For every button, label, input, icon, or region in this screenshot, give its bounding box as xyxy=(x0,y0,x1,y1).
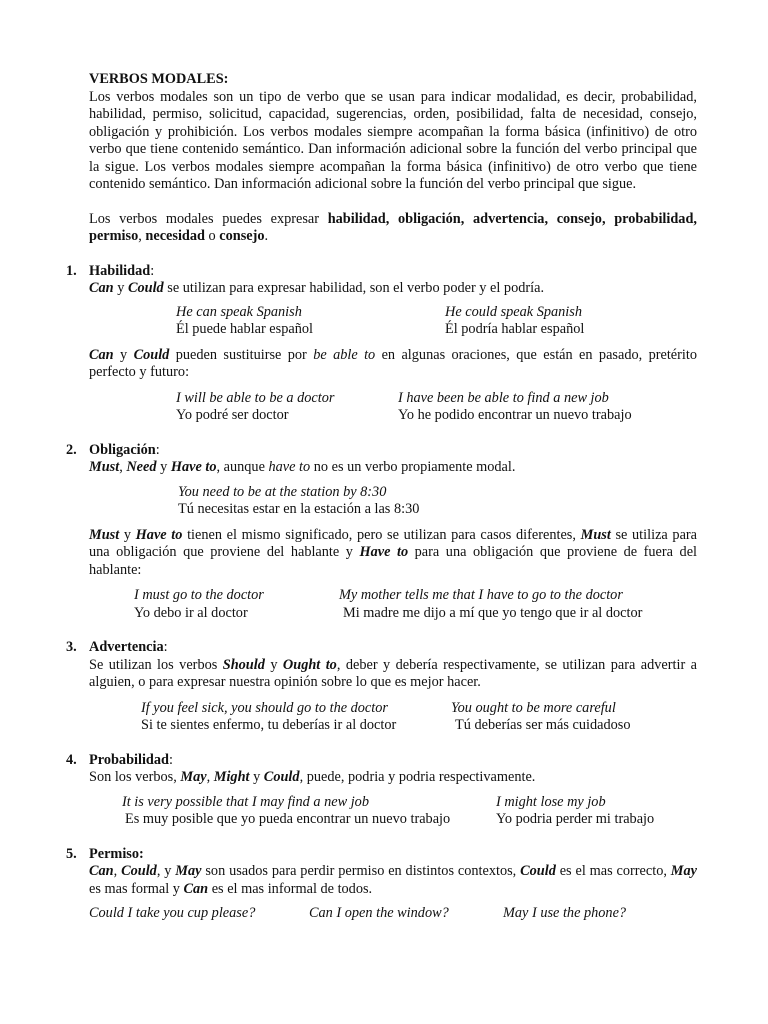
section-number: 3. xyxy=(66,639,77,655)
example-left xyxy=(134,587,339,622)
text: y xyxy=(113,280,128,296)
example-english: My mother tells me that I have to go to the doctor xyxy=(339,587,623,603)
heading-text: Habilidad xyxy=(89,262,151,279)
modal-verb: Could xyxy=(133,346,170,363)
modal-verb: Could xyxy=(127,280,164,296)
example-english: He could speak Spanish xyxy=(445,303,582,320)
document-title: VERBOS MODALES: xyxy=(89,71,229,87)
example-english: Could I take you cup please? xyxy=(89,905,256,921)
section-obligacion xyxy=(66,441,698,623)
example-pair xyxy=(89,390,697,425)
example-right xyxy=(445,304,584,339)
section-habilidad xyxy=(66,262,698,425)
example-english: I might lose my job xyxy=(496,793,606,810)
example-left xyxy=(178,484,419,519)
modal-verb: Have to xyxy=(170,459,217,475)
heading-colon: : xyxy=(163,639,168,655)
heading-text: Probabilidad xyxy=(89,751,169,768)
example-english: It is very possible that I may find a new job xyxy=(122,793,369,810)
modal-verb: May xyxy=(180,769,207,785)
section-heading: Permiso: xyxy=(89,845,144,862)
summary-text: , xyxy=(138,228,146,244)
modal-verb: Might xyxy=(213,769,250,785)
heading-colon: : xyxy=(150,262,155,279)
section-number: 4. xyxy=(66,751,77,768)
heading-colon: : xyxy=(155,441,160,458)
heading-text: Advertencia xyxy=(89,639,164,655)
modal-verb: Should xyxy=(222,656,265,673)
text: y xyxy=(264,656,283,673)
section-number: 2. xyxy=(66,441,77,458)
example-pair xyxy=(89,587,697,622)
example-spanish: Es muy posible que yo pueda encontrar un nuevo trabajo xyxy=(125,811,451,827)
text: , xyxy=(113,863,122,879)
text: y xyxy=(249,769,264,785)
text: y xyxy=(113,346,134,363)
example-left xyxy=(141,700,451,735)
section-text xyxy=(89,347,697,382)
document-page xyxy=(66,71,698,923)
heading-text: Obligación xyxy=(89,441,156,458)
modal-verb: Have to xyxy=(359,544,409,560)
summary-bold: habilidad, obligación, advertencia, consejo, probabilidad, permiso xyxy=(89,210,697,244)
example-right xyxy=(496,794,654,829)
section-text xyxy=(89,459,697,477)
text: se utilizan para expresar habilidad, son el verbo poder y el podría. xyxy=(163,280,545,296)
section-heading xyxy=(89,639,697,657)
example-english: May I use the phone? xyxy=(503,905,627,921)
text: , puede, podria y podria respectivamente. xyxy=(299,769,536,785)
section-heading xyxy=(89,752,697,770)
section-text xyxy=(89,280,697,298)
text: , y xyxy=(156,863,176,879)
text: , aunque xyxy=(216,459,269,475)
example-spanish: Él podría hablar español xyxy=(445,321,585,337)
modal-verb: Could xyxy=(520,863,556,879)
modal-verb: Can xyxy=(89,863,114,879)
example-single xyxy=(89,484,697,519)
modal-verb: Can xyxy=(89,346,114,363)
example-left xyxy=(176,304,445,339)
modal-verb: Must xyxy=(580,526,611,543)
example-spanish: Yo podré ser doctor xyxy=(176,407,289,423)
example-spanish: Yo debo ir al doctor xyxy=(134,604,248,621)
modal-verb: Could xyxy=(121,863,157,879)
summary-paragraph xyxy=(89,211,697,246)
text: , deber y debería respectivamente, se utilizan para advertir a alguien, o para expresar nuestra opinión sobre lo que es mejor hacer. xyxy=(89,656,698,690)
text: es el mas correcto, xyxy=(555,863,671,879)
summary-bold: consejo xyxy=(219,228,265,244)
text: pueden sustituirse por xyxy=(169,346,314,363)
text: Se utilizan los verbos xyxy=(89,656,223,673)
italic-phrase: be able to xyxy=(313,346,376,363)
text: , xyxy=(119,459,127,475)
summary-bold: necesidad xyxy=(145,228,205,244)
example-row xyxy=(89,905,697,923)
modal-verb: Must xyxy=(89,526,120,543)
example-right xyxy=(451,700,630,735)
example-english: I have been be able to find a new job xyxy=(398,389,609,406)
modal-verb: Can xyxy=(183,880,209,897)
example-right xyxy=(339,587,642,622)
example-spanish: Yo he podido encontrar un nuevo trabajo xyxy=(398,407,632,423)
modal-verb: Have to xyxy=(135,526,183,543)
example-english: He can speak Spanish xyxy=(176,303,302,320)
example-pair xyxy=(89,794,697,829)
modal-verb: Ought to xyxy=(282,656,337,673)
section-text xyxy=(89,769,697,787)
example-spanish: Si te sientes enfermo, tu deberías ir al doctor xyxy=(141,717,397,733)
example-left xyxy=(122,794,496,829)
section-heading xyxy=(89,442,697,460)
example-english: I will be able to be a doctor xyxy=(176,389,335,406)
text: se utiliza para una obligación que proviene del hablante y xyxy=(89,526,698,560)
modal-verb: May xyxy=(670,863,698,879)
section-advertencia xyxy=(66,639,698,735)
example-left xyxy=(176,390,398,425)
summary-text: o xyxy=(204,228,220,244)
section-text xyxy=(89,527,697,580)
text: y xyxy=(119,526,136,543)
modal-verb: May xyxy=(175,863,202,879)
italic-phrase: have to xyxy=(268,459,311,475)
section-probabilidad xyxy=(66,751,697,829)
text: es mas formal y xyxy=(89,880,184,897)
modal-verb: Could xyxy=(263,769,300,785)
text: en algunas oraciones, que están en pasado, pretérito perfecto y futuro: xyxy=(89,346,698,380)
text: son usados para perdir permiso en distintos contextos, xyxy=(201,863,521,879)
example-spanish: Tú necesitas estar en la estación a las 8:30 xyxy=(178,501,420,517)
summary-text: . xyxy=(264,228,269,244)
section-number: 1. xyxy=(66,262,77,279)
section-heading xyxy=(89,263,697,281)
text: para una obligación que proviene de fuera del hablante: xyxy=(89,544,698,578)
example-english: If you feel sick, you should go to the doctor xyxy=(141,699,388,716)
section-permiso xyxy=(66,845,698,923)
example-pair xyxy=(89,304,697,339)
section-text xyxy=(89,657,697,692)
section-text xyxy=(89,863,697,898)
example-english: You ought to be more careful xyxy=(451,699,616,716)
modal-verb: Can xyxy=(89,280,114,296)
text: tienen el mismo significado, pero se utilizan para casos diferentes, xyxy=(182,526,581,543)
example-english: You need to be at the station by 8:30 xyxy=(178,483,387,500)
example-english: Can I open the window? xyxy=(309,905,449,921)
text: , xyxy=(206,769,214,785)
example-english: I must go to the doctor xyxy=(134,587,264,603)
example-spanish: Él puede hablar español xyxy=(176,321,313,337)
example-spanish: Mi madre me dijo a mí que yo tengo que ir al doctor xyxy=(343,604,643,621)
example-spanish: Tú deberías ser más cuidadoso xyxy=(455,717,631,733)
text: Son los verbos, xyxy=(89,769,181,785)
section-number: 5. xyxy=(66,845,77,862)
example-right xyxy=(398,390,632,425)
modal-verb: Must xyxy=(89,459,120,475)
text: no es un verbo propiamente modal. xyxy=(310,459,516,475)
summary-text: Los verbos modales puedes expresar xyxy=(89,210,328,227)
intro-paragraph: Los verbos modales son un tipo de verbo que se usan para indicar modalidad, es decir, probabilidad, habilidad, permiso, solicitud, capacidad, sugerencias, orden, posibilidad, falta de necesidad, consejo, obligación y prohibición. Los verbos modales siempre acompañan la forma básica (infinitivo) de otro verbo que tiene contenido semántico. Dan información adicional sobre la función del verbo principal que la sigue. Los verbos modales siempre acompañan la forma básica (infinitivo) de otro verbo que tiene contenido semántico. Dan información adicional sobre la función del verbo principal que sigue. xyxy=(89,88,697,192)
example-pair xyxy=(89,700,697,735)
modal-verb: Need xyxy=(126,459,157,475)
text: es el mas informal de todos. xyxy=(208,880,373,897)
text: y xyxy=(156,459,171,475)
example-spanish: Yo podria perder mi trabajo xyxy=(496,811,655,827)
heading-colon: : xyxy=(169,751,173,768)
